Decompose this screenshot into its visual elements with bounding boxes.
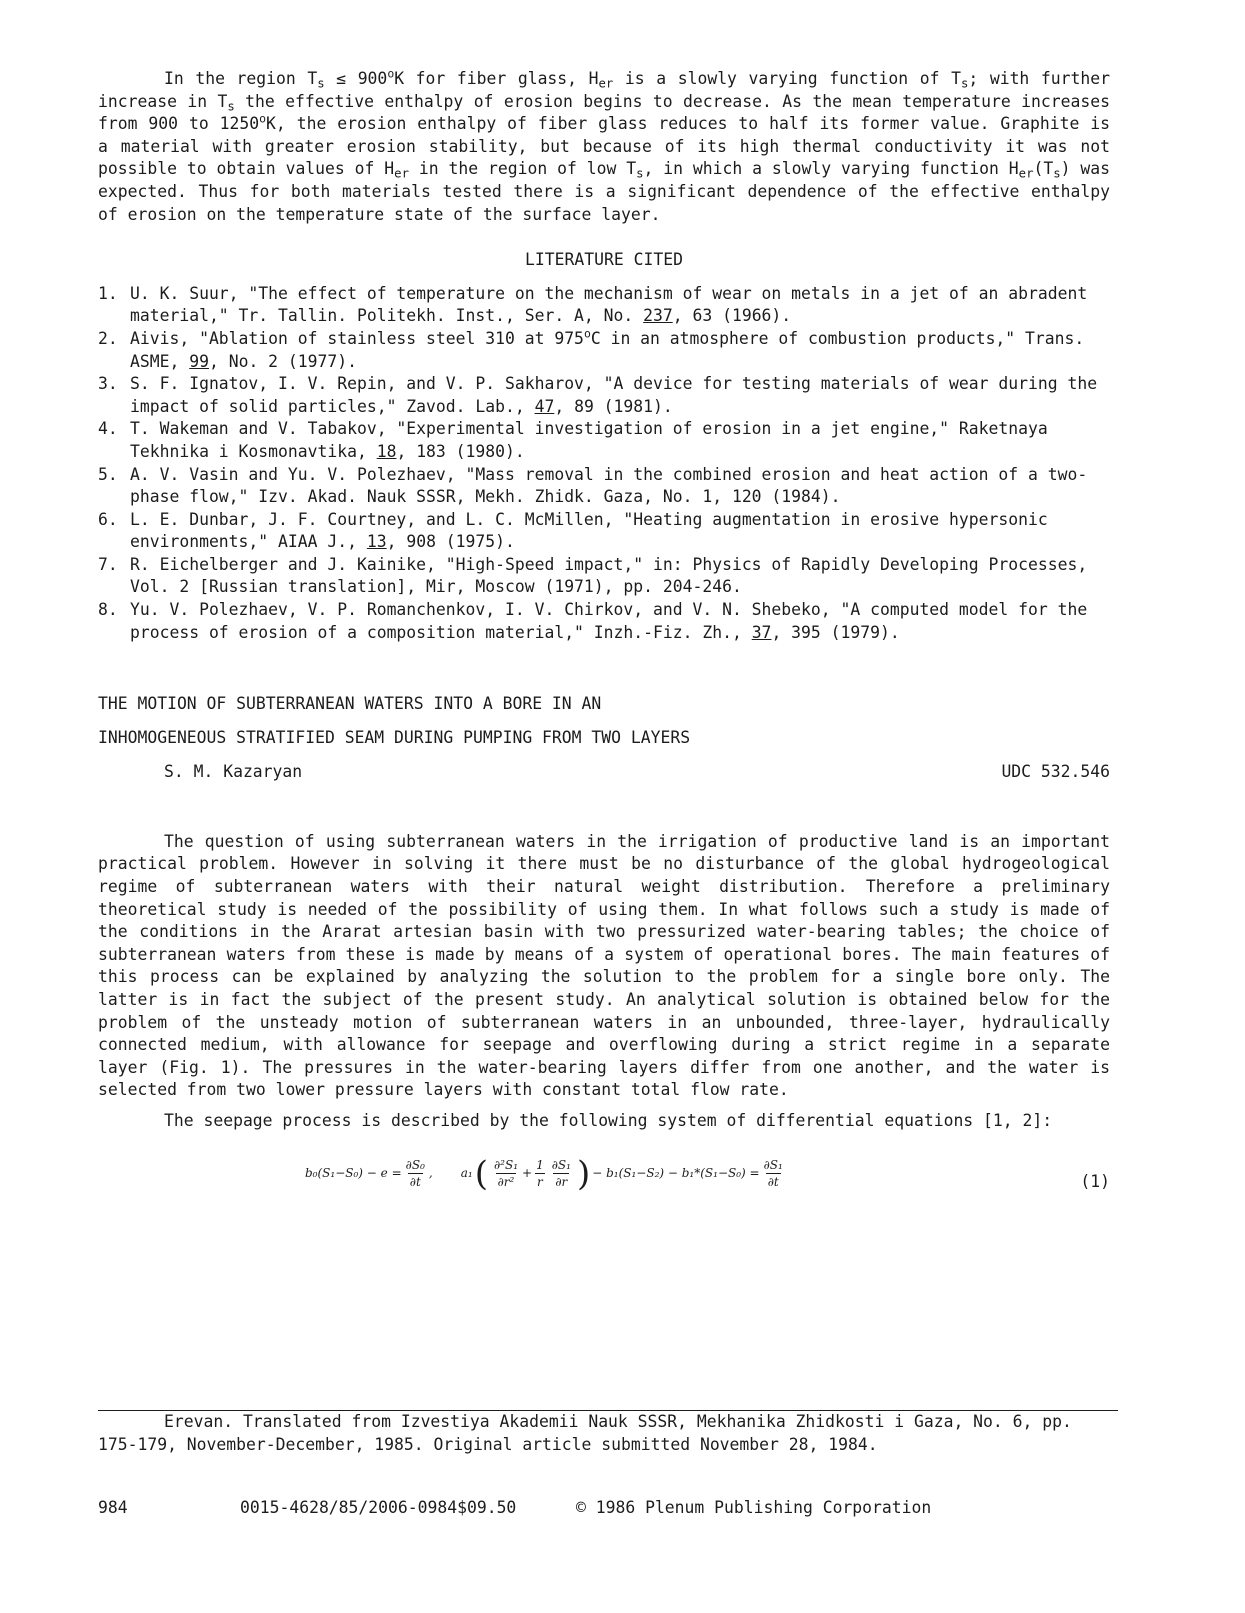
- author-name: S. M. Kazaryan: [164, 762, 303, 782]
- fraction-ds1-dt: $\frac{\text{∂S₁}}{\partial t}$: [763, 1158, 783, 1190]
- equation-number: (1): [1080, 1171, 1110, 1191]
- equation-1: [98, 1147, 1110, 1213]
- equation-lhs-1: b₀(S₁−S₀) − e =: [305, 1166, 402, 1181]
- udc-code: UDC 532.546: [1001, 762, 1110, 782]
- fraction-ds1-dr: $\frac{\text{∂S₁}}{\partial r}$: [551, 1158, 571, 1190]
- reference-item: 5. A. V. Vasin and Yu. V. Polezhaev, "Mass removal in the combined erosion and heat action of a two-phase flow," Izv. Akad. Nauk SSSR, Mekh. Zhidk. Gaza, No. 1, 120 (1984).: [98, 464, 1088, 507]
- reference-item: 3. S. F. Ignatov, I. V. Repin, and V. P. Sakharov, "A device for testing materials of wear during the impact of solid particles," Zavod. Lab., 47, 89 (1981).: [98, 374, 1098, 416]
- footnote: [98, 1411, 1110, 1456]
- page-footer: [98, 1497, 1110, 1521]
- fraction-d2s1-dr2: $\frac{\text{∂²S₁}}{\text{∂r²}}$: [493, 1158, 518, 1190]
- intro-paragraph: In the region $T_s \le 900^oK$ for fiber glass, $H_{er}$ is a slowly varying function of $T_s$; with further increase in $T_s$ the effective enthalpy of erosion begins to decrease. As the mean temperature increases from 900 to 1250$^o$K, the erosion enthalpy of fiber glass reduces to half its former value. Graphite is a material with greater erosion stability, but because of its high thermal conductivity it was not possible to obtain values of $H_{er}$ in the region of low $T_s$, in which a slowly varying function $H_{er}(T_s)$ was expected. Thus for both materials tested there is a significant dependence of the effective enthalpy of erosion on the temperature state of the surface layer.: [98, 66, 1110, 224]
- reference-item: 1. U. K. Suur, "The effect of temperature on the mechanism of wear on metals in a jet of an abradent material," Tr. Tallin. Politekh. Inst., Ser. A, No. 237, 63 (1966).: [98, 283, 1088, 326]
- reference-item: 6. L. E. Dunbar, J. F. Courtney, and L. C. McMillen, "Heating augmentation in erosive hypersonic environments," AIAA J., 13, 908 (1975).: [98, 509, 1048, 552]
- article-title-line-2: INHOMOGENEOUS STRATIFIED SEAM DURING PUMPING FROM TWO LAYERS: [98, 728, 691, 748]
- equation-rest: − b₁(S₁−S₂) − b₁*(S₁−S₀) =: [592, 1166, 760, 1181]
- seepage-intro-paragraph: The seepage process is described by the following system of differential equations [1, 2]:: [164, 1110, 1053, 1130]
- fraction-ds0-dt: $\frac{\text{∂S₀}}{\partial t}$: [405, 1158, 425, 1190]
- author-row: [98, 761, 1110, 784]
- page-content: [98, 68, 1110, 1213]
- reference-item: 4. T. Wakeman and V. Tabakov, "Experimental investigation of erosion in a jet engine," Raketnaya Tekhnika i Kosmonavtika, 18, 183 (1980).: [98, 419, 1048, 461]
- reference-item: 8. Yu. V. Polezhaev, V. P. Romanchenkov, I. V. Chirkov, and V. N. Shebeko, "A computed model for the process of erosion of a composition material," Inzh.-Fiz. Zh., 37, 395 (1979).: [98, 600, 1088, 642]
- abstract-paragraph: The question of using subterranean waters in the irrigation of productive land is an important practical problem. However in solving it there must be no disturbance of the global hydrogeological regime of subterranean waters with their natural weight distribution. Therefore a preliminary theoretical study is needed of the possibility of using them. In what follows such a study is made of the conditions in the Ararat artesian basin with two pressurized water-bearing tables; the choice of subterranean waters from these is made by means of a system of operational bores. The main features of this process can be explained by analyzing the solution to the problem for a single bore only. The latter is in fact the subject of the present study. An analytical solution is obtained below for the problem of the unsteady motion of subterranean waters in an unbounded, three-layer, hydraulically connected medium, with allowance for seepage and overflowing during a strict regime in a separate layer (Fig. 1). The pressures in the water-bearing layers differ from one another, and the water is selected from two lower pressure layers with constant total flow rate.: [98, 831, 1110, 1100]
- article-title: [98, 687, 1110, 755]
- publication-code: 0015-4628/85/2006-0984$09.50: [240, 1498, 517, 1517]
- article-title-line-1: THE MOTION OF SUBTERRANEAN WATERS INTO A BORE IN AN: [98, 694, 602, 714]
- literature-cited-heading: LITERATURE CITED: [525, 250, 683, 270]
- copyright: © 1986 Plenum Publishing Corporation: [576, 1498, 932, 1517]
- reference-list: [98, 283, 1110, 645]
- footnote-text: Erevan. Translated from Izvestiya Akademii Nauk SSSR, Mekhanika Zhidkosti i Gaza, No. 6, pp. 175-179, November-December, 1985. Original article submitted November 28, 1984.: [98, 1412, 1072, 1454]
- reference-item: 2. Aivis, "Ablation of stainless steel 310 at 975$^o$C in an atmosphere of combustion products," Trans. ASME, 99, No. 2 (1977).: [98, 326, 1085, 371]
- equation-body: b₀(S₁−S₀) − e = $\frac{\text{∂S₀}}{\partial t}$ , a₁ ( $\frac{\text{∂²S₁}}{\text{∂r²}}$ + $\frac{1}{r}$ $\frac{\text{∂S₁}}{\partial r}$ ) − b₁(S₁−S₂) − b₁*(S₁−S₀) = $\frac{\text{∂S₁}}{\partial t}$: [305, 1153, 783, 1194]
- reference-item: 7. R. Eichelberger and J. Kainike, "High-Speed impact," in: Physics of Rapidly Developing Processes, Vol. 2 [Russian translation], Mir, Moscow (1971), pp. 204-246.: [98, 554, 1088, 597]
- page-number: 984: [98, 1498, 128, 1517]
- fraction-1-r: $\frac{1}{r}$: [536, 1158, 544, 1190]
